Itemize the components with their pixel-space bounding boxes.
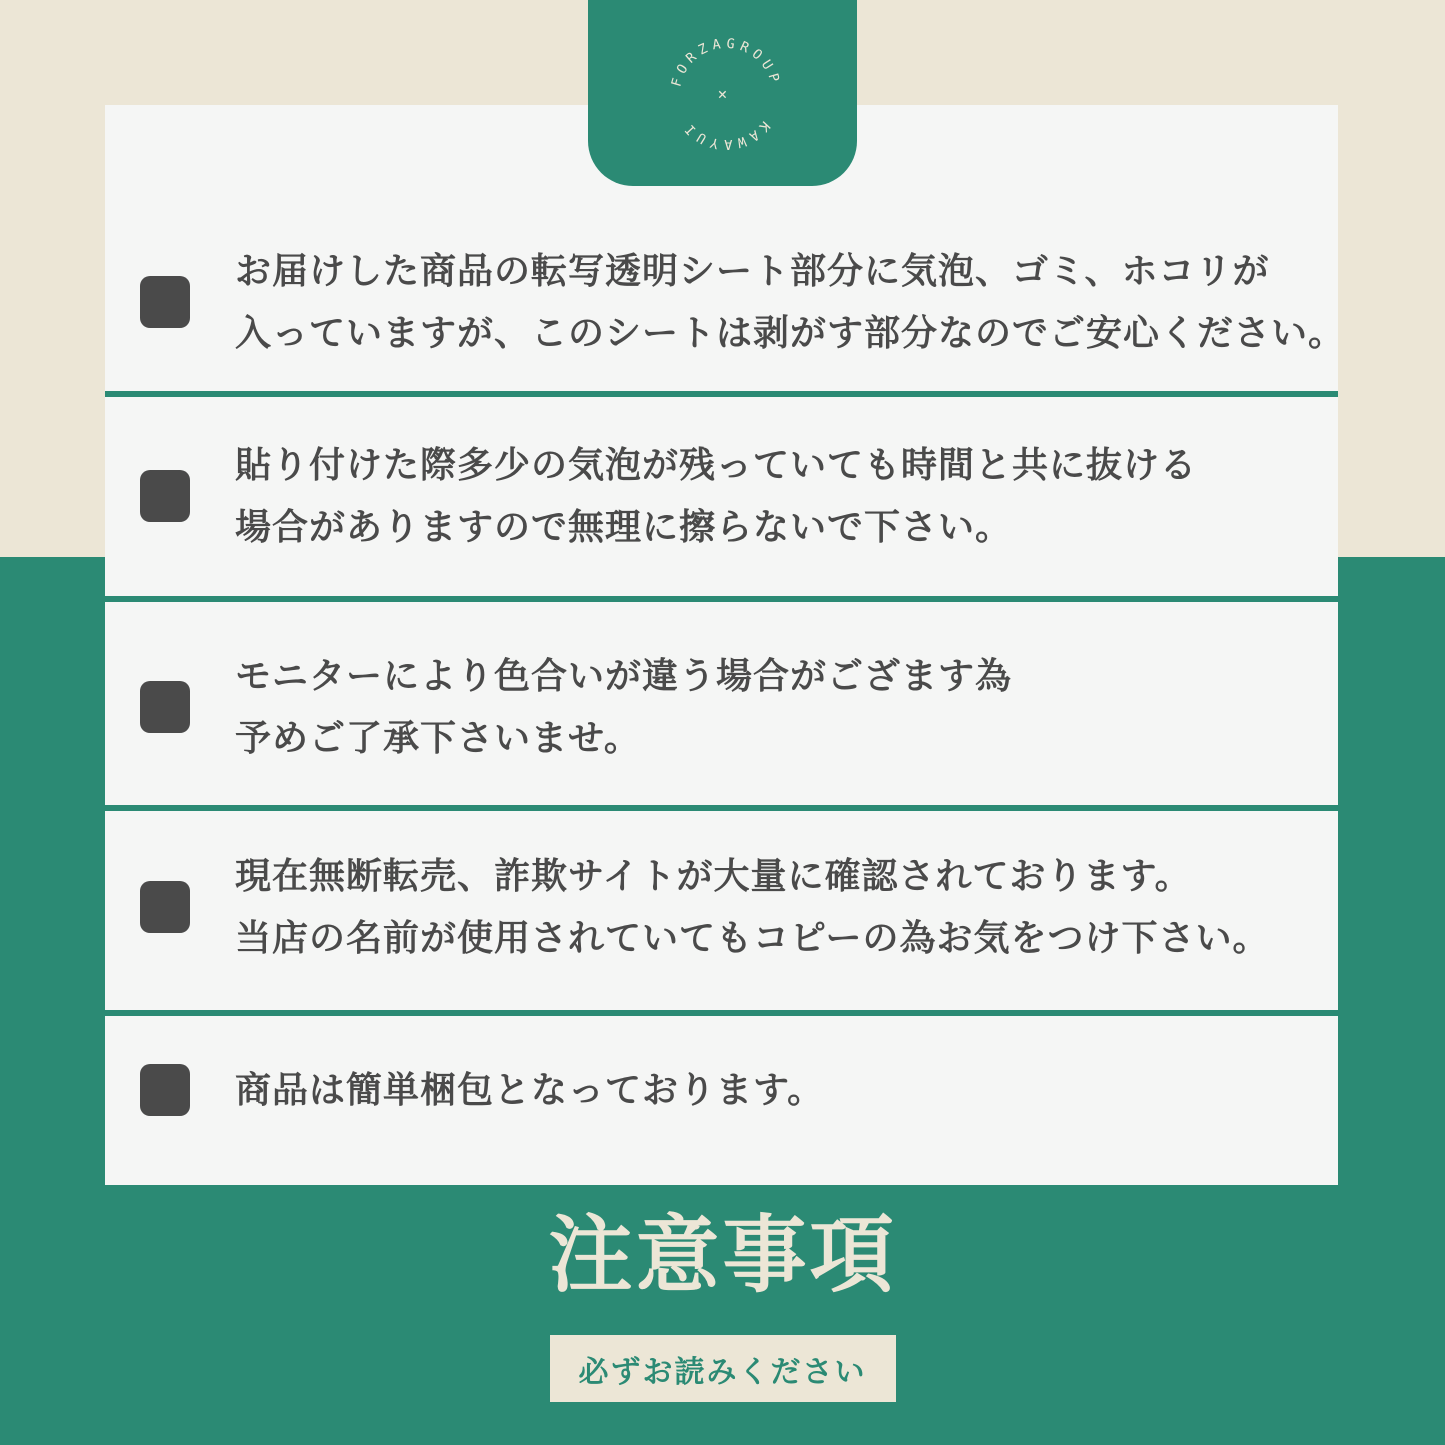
notice-row: [140, 645, 1310, 769]
notice-text: [235, 845, 1270, 969]
notice-panel: [105, 105, 1346, 1185]
square-bullet-icon: [140, 276, 190, 328]
notice-text: [235, 434, 1197, 558]
square-bullet-icon: [140, 470, 190, 522]
notice-line: 入っていますが、このシートは剥がす部分なのでご安心ください。: [235, 312, 1346, 353]
notice-row: [140, 1059, 1310, 1121]
notice-row: [140, 845, 1310, 969]
notice-text: [235, 240, 1345, 364]
notice-line: 貼り付けた際多少の気泡が残っていても時間と共に抜ける: [235, 444, 1198, 485]
notice-text: [235, 1059, 824, 1121]
row-divider: [105, 1010, 1338, 1016]
notice-line: 商品は簡単梱包となっております。: [235, 1069, 825, 1110]
must-read-label: [550, 1335, 896, 1402]
notice-line: 現在無断転売、詐欺サイトが大量に確認されております。: [235, 855, 1192, 896]
square-bullet-icon: [140, 881, 190, 933]
row-divider: [105, 391, 1338, 397]
notice-line: お届けした商品の転写透明シート部分に気泡、ゴミ、ホコリが: [235, 250, 1270, 291]
row-divider: [105, 805, 1338, 811]
notice-line: 当店の名前が使用されていてもコピーの為お気をつけ下さい。: [235, 917, 1270, 958]
must-read-label-text: 必ずお読みください: [578, 1355, 867, 1389]
row-divider: [105, 596, 1338, 602]
square-bullet-icon: [140, 1064, 190, 1116]
brand-arc-bottom-label: KAWAYUI: [679, 117, 773, 152]
notice-line: 場合がありますので無理に擦らないで下さい。: [235, 506, 1013, 547]
notice-row: [140, 240, 1346, 364]
notice-text: [235, 645, 1012, 769]
circular-logo: [588, 0, 857, 186]
page-title: 注意事項: [548, 1208, 897, 1302]
square-bullet-icon: [140, 681, 190, 733]
brand-badge: [588, 0, 857, 186]
brand-arc-top-label: FORZAGROUP: [668, 35, 784, 89]
notice-row: [140, 434, 1310, 558]
notice-line: モニターにより色合いが違う場合がござます為: [235, 655, 1013, 696]
notice-line: 予めご了承下さいませ。: [235, 717, 641, 758]
cross-mark-icon: ×: [717, 84, 728, 104]
